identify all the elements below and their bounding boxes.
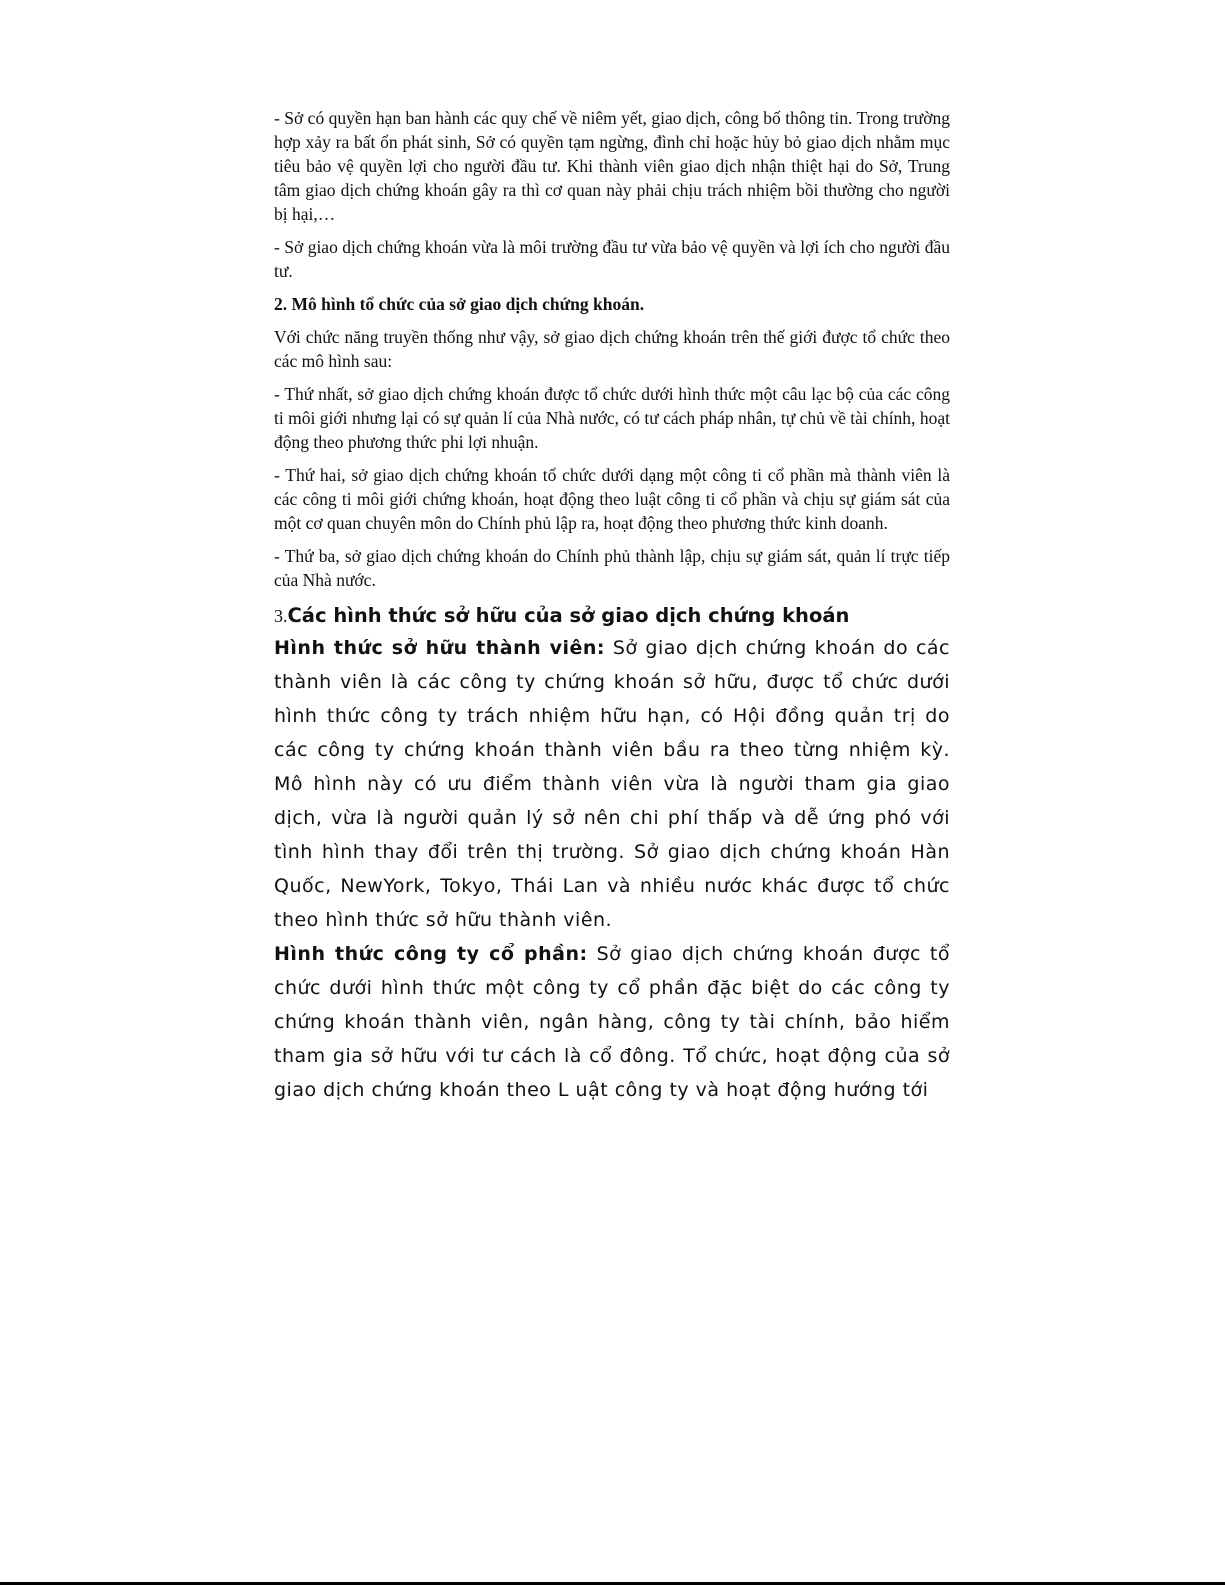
paragraph-model-first: - Thứ nhất, sở giao dịch chứng khoán được tổ chức dưới hình thức một câu lạc bộ của các công ti môi giới nhưng lại có sự quản lí của Nhà nước, có tư cách pháp nhân, tự chủ về tài chính, hoạt động theo phương thức phi lợi nhuận. xyxy=(274,384,950,452)
term-member-ownership: Hình thức sở hữu thành viên: xyxy=(274,637,605,659)
paragraph-model-second: - Thứ hai, sở giao dịch chứng khoán tổ chức dưới dạng một công ti cổ phần mà thành viên là các công ti môi giới chứng khoán, hoạt động theo luật công ti cổ phần và chịu sự giám sát của một cơ quan chuyên môn do Chính phủ lập ra, hoạt động theo phương thức kinh doanh. xyxy=(274,465,950,533)
paragraph-member-ownership xyxy=(274,631,950,937)
heading-organization-model: 2. Mô hình tổ chức của sở giao dịch chứng khoán. xyxy=(274,294,645,314)
paragraph-authority: - Sở có quyền hạn ban hành các quy chế về niêm yết, giao dịch, công bố thông tin. Trong trường hợp xảy ra bất ổn phát sinh, Sở có quyền tạm ngừng, đình chỉ hoặc hủy bỏ giao dịch nhằm mục tiêu bảo vệ quyền lợi cho người đầu tư. Khi thành viên giao dịch nhận thiệt hại do Sở, Trung tâm giao dịch chứng khoán gây ra thì cơ quan này phải chịu trách nhiệm bồi thường cho người bị hại,… xyxy=(274,108,950,224)
paragraph-investor-protection: - Sở giao dịch chứng khoán vừa là môi trường đầu tư vừa bảo vệ quyền và lợi ích cho người đầu tư. xyxy=(274,237,950,281)
heading-number: 3. xyxy=(274,606,288,626)
joint-stock-text: Sở giao dịch chứng khoán được tổ chức dưới hình thức một công ty cổ phần đặc biệt do các công ty chứng khoán thành viên, ngân hàng, công ty tài chính, bảo hiểm tham gia sở hữu với tư cách là cổ đông. Tổ chức, hoạt động của sở giao dịch chứng khoán theo L uật công ty và hoạt động hướng tới xyxy=(274,943,950,1101)
paragraph-joint-stock xyxy=(274,937,950,1107)
heading-text: Các hình thức sở hữu của sở giao dịch chứng khoán xyxy=(287,604,850,627)
member-ownership-text: Sở giao dịch chứng khoán do các thành viên là các công ty chứng khoán sở hữu, được tổ chức dưới hình thức công ty trách nhiệm hữu hạn, có Hội đồng quản trị do các công ty chứng khoán thành viên bầu ra theo từng nhiệm kỳ. Mô hình này có ưu điểm thành viên vừa là người tham gia giao dịch, vừa là người quản lý sở nên chi phí thấp và dễ ứng phó với tình hình thay đổi trên thị trường. Sở giao dịch chứng khoán Hàn Quốc, NewYork, Tokyo, Thái Lan và nhiều nước khác được tổ chức theo hình thức sở hữu thành viên. xyxy=(274,637,950,931)
document-page xyxy=(274,106,950,1107)
paragraph-models-intro: Với chức năng truyền thống như vậy, sở giao dịch chứng khoán trên thế giới được tổ chức theo các mô hình sau: xyxy=(274,327,950,371)
term-joint-stock: Hình thức công ty cổ phần: xyxy=(274,943,588,965)
paragraph-model-third: - Thứ ba, sở giao dịch chứng khoán do Chính phủ thành lập, chịu sự giám sát, quản lí trực tiếp của Nhà nước. xyxy=(274,546,950,590)
heading-ownership-forms xyxy=(274,601,950,631)
